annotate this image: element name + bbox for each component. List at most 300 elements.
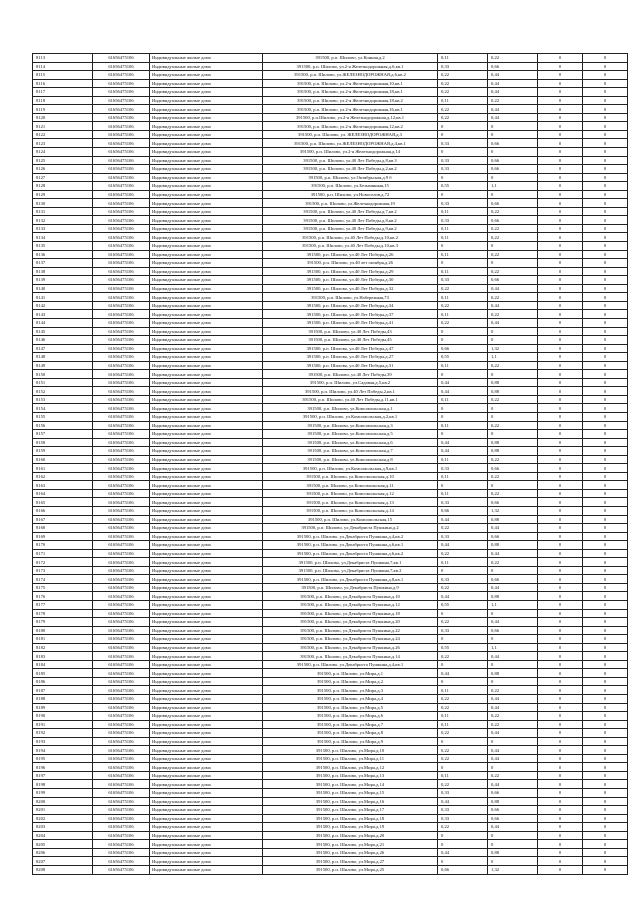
table-row [33,703,628,712]
building-type-cell: Индивидуальные жилые дома [150,336,263,345]
code-cell: 61656475106 [93,327,150,336]
value-4-cell: 0 [583,712,628,721]
value-1-cell: 0 [438,677,488,686]
value-4-cell: 0 [583,421,628,430]
table-row [33,806,628,815]
code-cell: 61656475106 [93,729,150,738]
value-3-cell: 0 [538,677,583,686]
code-cell: 61656475106 [93,378,150,387]
value-1-cell: 0,11 [438,310,488,319]
value-3-cell: 0 [538,395,583,404]
value-3-cell: 0 [538,669,583,678]
value-1-cell: 0 [438,242,488,251]
address-cell: 391500, р.п. Шилово, ул.40 Лет Победы,д.2,кв.2 [263,165,438,174]
table-row [33,831,628,840]
value-2-cell: 0 [488,660,538,669]
value-3-cell: 0 [538,62,583,71]
value-3-cell: 0 [538,224,583,233]
address-cell: 391500, р.п. Шилово, ул.Набережная,73 [263,293,438,302]
value-2-cell: 0 [488,677,538,686]
value-4-cell: 0 [583,156,628,165]
value-4-cell: 0 [583,207,628,216]
value-4-cell: 0 [583,54,628,63]
code-cell: 61656475106 [93,635,150,644]
building-type-cell: Индивидуальные жилые дома [150,558,263,567]
code-cell: 61656475106 [93,182,150,191]
building-type-cell: Индивидуальные жилые дома [150,865,263,874]
building-type-cell: Индивидуальные жилые дома [150,438,263,447]
row-number-cell: 8176 [33,592,93,601]
value-2-cell: 0,44 [488,105,538,114]
code-cell: 61656475106 [93,438,150,447]
row-number-cell: 8200 [33,797,93,806]
building-type-cell: Индивидуальные жилые дома [150,301,263,310]
row-number-cell: 8145 [33,327,93,336]
value-2-cell: 0,66 [488,165,538,174]
value-2-cell: 0,22 [488,489,538,498]
building-type-cell: Индивидуальные жилые дома [150,541,263,550]
row-number-cell: 8186 [33,677,93,686]
value-4-cell: 0 [583,447,628,456]
table-row [33,148,628,157]
code-cell: 61656475106 [93,848,150,857]
row-number-cell: 8183 [33,652,93,661]
address-cell: 391500, р.п. Шилово, ул.Декабриста Пушкина,д.10 [263,592,438,601]
value-4-cell: 0 [583,190,628,199]
value-2-cell: 1,1 [488,182,538,191]
address-cell: 391500, р.п. Шилово, ул.40 Лет Победы,д.11,кв.1 [263,395,438,404]
value-3-cell: 0 [538,635,583,644]
value-2-cell: 0,22 [488,558,538,567]
address-cell: 391500, р.п. Шилово, ул.Мира,д.5 [263,703,438,712]
value-2-cell: 0,44 [488,695,538,704]
address-cell: 391500, р.п. Шилово, ул.Мира,д.3 [263,686,438,695]
value-2-cell: 0 [488,327,538,336]
code-cell: 61656475106 [93,754,150,763]
value-3-cell: 0 [538,336,583,345]
value-4-cell: 0 [583,250,628,259]
address-cell: 391500, р.п. Шилово, ул.Комсомольская,д.8 [263,455,438,464]
code-cell: 61656475106 [93,737,150,746]
building-type-cell: Индивидуальные жилые дома [150,848,263,857]
table-row [33,130,628,139]
address-cell: 391500, р.п. Шилово, ул.40 Лет Победы,д.26 [263,250,438,259]
row-number-cell: 8185 [33,669,93,678]
building-type-cell: Индивидуальные жилые дома [150,498,263,507]
building-type-cell: Индивидуальные жилые дома [150,207,263,216]
value-2-cell: 0 [488,840,538,849]
value-2-cell: 0,44 [488,524,538,533]
table-row [33,583,628,592]
value-3-cell: 0 [538,729,583,738]
value-2-cell: 0,66 [488,276,538,285]
building-type-cell: Индивидуальные жилые дома [150,652,263,661]
value-3-cell: 0 [538,165,583,174]
row-number-cell: 8194 [33,746,93,755]
value-4-cell: 0 [583,130,628,139]
value-4-cell: 0 [583,182,628,191]
value-2-cell: 0,44 [488,318,538,327]
row-number-cell: 8148 [33,353,93,362]
value-3-cell: 0 [538,148,583,157]
row-number-cell: 8166 [33,506,93,515]
value-1-cell: 0,11 [438,207,488,216]
row-number-cell: 8127 [33,173,93,182]
value-3-cell: 0 [538,105,583,114]
value-2-cell: 0 [488,370,538,379]
value-4-cell: 0 [583,395,628,404]
building-type-cell: Индивидуальные жилые дома [150,199,263,208]
table-row [33,370,628,379]
value-4-cell: 0 [583,857,628,866]
address-cell: 391500, р.п. Шилово, ул.Декабриста Пушкина,д.20 [263,618,438,627]
value-2-cell: 0,88 [488,848,538,857]
building-type-cell: Индивидуальные жилые дома [150,190,263,199]
code-cell: 61656475106 [93,695,150,704]
table-row [33,848,628,857]
code-cell: 61656475106 [93,481,150,490]
row-number-cell: 8191 [33,720,93,729]
table-row [33,327,628,336]
table-row [33,865,628,874]
building-type-cell: Индивидуальные жилые дома [150,669,263,678]
code-cell: 61656475106 [93,831,150,840]
building-type-cell: Индивидуальные жилые дома [150,831,263,840]
row-number-cell: 8173 [33,566,93,575]
value-3-cell: 0 [538,182,583,191]
row-number-cell: 8133 [33,224,93,233]
value-4-cell: 0 [583,173,628,182]
table-row [33,823,628,832]
value-4-cell: 0 [583,361,628,370]
value-4-cell: 0 [583,88,628,97]
value-2-cell: 0,66 [488,814,538,823]
code-cell: 61656475106 [93,370,150,379]
address-cell: 391500, р.п. Шилово, ул.Декабриста Пушкина,д.24 [263,635,438,644]
value-2-cell: 0,22 [488,455,538,464]
address-cell: 391500, р.п. Шилово, ул.Мира,д.17 [263,806,438,815]
address-cell: 391500, р.п. Шилово, ул.Декабриста Пушкина,д.6,кв.1 [263,541,438,550]
table-row [33,96,628,105]
value-1-cell: 0,22 [438,754,488,763]
value-1-cell: 0 [438,190,488,199]
row-number-cell: 8134 [33,233,93,242]
value-1-cell: 0,33 [438,498,488,507]
table-row [33,506,628,515]
row-number-cell: 8208 [33,865,93,874]
row-number-cell: 8123 [33,139,93,148]
address-cell: 391500, р.п. Шилово, ул.Комсомольская,д.1 [263,404,438,413]
value-1-cell: 0 [438,173,488,182]
address-cell: 391500, р.п. Шилово, ул.ЖЕЛЕЗНОДОРОЖНАЯ,д.4,кв.1 [263,139,438,148]
code-cell: 61656475106 [93,686,150,695]
code-cell: 61656475106 [93,857,150,866]
value-4-cell: 0 [583,660,628,669]
table-row [33,549,628,558]
value-2-cell: 0 [488,737,538,746]
address-cell: 391500, р.п. Шилово, ул.Новоселов,д.72 [263,190,438,199]
address-cell: 391500, р.п. Шилово, ул.Декабриста Пушкина,д.14 [263,652,438,661]
value-1-cell: 0,33 [438,814,488,823]
row-number-cell: 8157 [33,430,93,439]
table-row [33,79,628,88]
value-4-cell: 0 [583,806,628,815]
code-cell: 61656475106 [93,601,150,610]
value-1-cell: 0,44 [438,797,488,806]
code-cell: 61656475106 [93,216,150,225]
value-2-cell: 1,32 [488,506,538,515]
value-3-cell: 0 [538,532,583,541]
value-4-cell: 0 [583,754,628,763]
value-3-cell: 0 [538,592,583,601]
table-row [33,695,628,704]
value-2-cell: 0,22 [488,293,538,302]
building-type-cell: Индивидуальные жилые дома [150,789,263,798]
address-cell: 391500, р.п. Шилово, ул.Комсомольская,15 [263,515,438,524]
row-number-cell: 8136 [33,250,93,259]
row-number-cell: 8159 [33,447,93,456]
value-4-cell: 0 [583,737,628,746]
value-1-cell: 0,33 [438,139,488,148]
building-type-cell: Индивидуальные жилые дома [150,130,263,139]
address-cell: 391500, р.п. Шилово, ул.40 Лет Победы,д.47 [263,344,438,353]
table-row [33,592,628,601]
value-4-cell: 0 [583,541,628,550]
value-1-cell: 0,22 [438,284,488,293]
table-row [33,182,628,191]
table-row [33,737,628,746]
value-2-cell: 0 [488,857,538,866]
address-cell: 391500, р.п. Шилово, ул.Мира,д.14 [263,780,438,789]
building-type-cell: Индивидуальные жилые дома [150,532,263,541]
value-1-cell: 0,33 [438,216,488,225]
building-type-cell: Индивидуальные жилые дома [150,729,263,738]
value-4-cell: 0 [583,669,628,678]
row-number-cell: 8207 [33,857,93,866]
value-3-cell: 0 [538,686,583,695]
code-cell: 61656475106 [93,79,150,88]
address-cell: 391500, р.п. Шилово, ул.Комсомольская,д.6 [263,438,438,447]
value-2-cell: 0,66 [488,626,538,635]
code-cell: 61656475106 [93,558,150,567]
value-4-cell: 0 [583,139,628,148]
value-1-cell: 0,11 [438,771,488,780]
row-number-cell: 8187 [33,686,93,695]
code-cell: 61656475106 [93,789,150,798]
code-cell: 61656475106 [93,515,150,524]
address-cell: 391500, р.п. Шилово, ул.Мира,д.12 [263,763,438,772]
code-cell: 61656475106 [93,122,150,131]
value-1-cell: 0,33 [438,789,488,798]
value-1-cell: 0,44 [438,447,488,456]
building-type-cell: Индивидуальные жилые дома [150,771,263,780]
building-type-cell: Индивидуальные жилые дома [150,695,263,704]
code-cell: 61656475106 [93,464,150,473]
value-3-cell: 0 [538,558,583,567]
value-2-cell: 1,32 [488,865,538,874]
value-3-cell: 0 [538,250,583,259]
value-2-cell: 0,22 [488,361,538,370]
code-cell: 61656475106 [93,404,150,413]
value-4-cell: 0 [583,122,628,131]
value-1-cell: 0 [438,857,488,866]
value-3-cell: 0 [538,455,583,464]
code-cell: 61656475106 [93,361,150,370]
value-4-cell: 0 [583,840,628,849]
value-4-cell: 0 [583,455,628,464]
address-cell: 391500, р.п. Шилово, ул.Декабриста Пушкина,д.2 [263,524,438,533]
building-type-cell: Индивидуальные жилые дома [150,276,263,285]
value-1-cell: 0,22 [438,105,488,114]
table-row [33,541,628,550]
address-cell: 391500, р.п. Шилово, ул.40 Лет Победы,д.30 [263,276,438,285]
value-4-cell: 0 [583,703,628,712]
address-cell: 391500, р.п. Шилово, ул.Комсомольская,д.7 [263,447,438,456]
value-1-cell: 0,22 [438,113,488,122]
value-1-cell: 0,33 [438,532,488,541]
building-type-cell: Индивидуальные жилые дома [150,720,263,729]
address-cell: 391500, р.п. Шилово, ул.Комсомольская,д.5 [263,430,438,439]
row-number-cell: 8118 [33,96,93,105]
code-cell: 61656475106 [93,566,150,575]
building-type-cell: Индивидуальные жилые дома [150,763,263,772]
table-row [33,677,628,686]
value-3-cell: 0 [538,447,583,456]
building-type-cell: Индивидуальные жилые дома [150,481,263,490]
code-cell: 61656475106 [93,797,150,806]
row-number-cell: 8171 [33,549,93,558]
table-row [33,635,628,644]
address-cell: 391500, р.п. Шилово, ул.Мира,д.20 [263,831,438,840]
code-cell: 61656475106 [93,780,150,789]
value-2-cell: 0,22 [488,310,538,319]
address-cell: 391500, р.п. Шилово, ул.40 Лет Победы,д.34 [263,301,438,310]
building-type-cell: Индивидуальные жилые дома [150,823,263,832]
value-3-cell: 0 [538,541,583,550]
building-type-cell: Индивидуальные жилые дома [150,412,263,421]
table-row [33,524,628,533]
table-row [33,575,628,584]
value-4-cell: 0 [583,789,628,798]
value-3-cell: 0 [538,276,583,285]
value-2-cell: 0 [488,831,538,840]
table-row [33,754,628,763]
value-4-cell: 0 [583,301,628,310]
row-number-cell: 8153 [33,395,93,404]
table-row [33,515,628,524]
address-cell: 391500, р.п. Шилово, ул.Мира,д.2 [263,677,438,686]
value-3-cell: 0 [538,353,583,362]
building-type-cell: Индивидуальные жилые дома [150,643,263,652]
table-row [33,566,628,575]
table-row [33,361,628,370]
value-3-cell: 0 [538,771,583,780]
value-1-cell: 0,22 [438,88,488,97]
value-2-cell: 0,22 [488,472,538,481]
value-3-cell: 0 [538,789,583,798]
code-cell: 61656475106 [93,575,150,584]
value-4-cell: 0 [583,566,628,575]
value-2-cell: 0,22 [488,54,538,63]
building-type-cell: Индивидуальные жилые дома [150,139,263,148]
value-2-cell: 0,22 [488,395,538,404]
value-2-cell: 0,44 [488,583,538,592]
row-number-cell: 8204 [33,831,93,840]
address-cell: 391500, р.п. Шилово, ул.40 Лет Победы,д.8,кв.2 [263,216,438,225]
value-3-cell: 0 [538,609,583,618]
row-number-cell: 8147 [33,344,93,353]
address-cell: 391500, р.п. Шилово, ул.Декабриста Пушкина,7,кв.1 [263,558,438,567]
code-cell: 61656475106 [93,763,150,772]
building-type-cell: Индивидуальные жилые дома [150,455,263,464]
value-4-cell: 0 [583,481,628,490]
value-2-cell: 0,66 [488,575,538,584]
value-4-cell: 0 [583,412,628,421]
code-cell: 61656475106 [93,524,150,533]
address-cell: 391500, р.п. Шилово, ул.Декабриста Пушкина,7,кв.2 [263,566,438,575]
value-3-cell: 0 [538,865,583,874]
value-4-cell: 0 [583,763,628,772]
building-type-cell: Индивидуальные жилые дома [150,361,263,370]
value-3-cell: 0 [538,113,583,122]
value-2-cell: 0,66 [488,806,538,815]
table-row [33,139,628,148]
value-1-cell: 0,22 [438,729,488,738]
value-4-cell: 0 [583,378,628,387]
building-type-cell: Индивидуальные жилые дома [150,105,263,114]
address-cell: 391500, р.п. Шилово, ул.Мира,д.13 [263,771,438,780]
code-cell: 61656475106 [93,267,150,276]
value-1-cell: 0,22 [438,79,488,88]
row-number-cell: 8192 [33,729,93,738]
table-row [33,558,628,567]
value-2-cell: 0,22 [488,267,538,276]
value-4-cell: 0 [583,609,628,618]
row-number-cell: 8128 [33,182,93,191]
table-row [33,472,628,481]
value-3-cell: 0 [538,489,583,498]
code-cell: 61656475106 [93,814,150,823]
building-type-cell: Индивидуальные жилые дома [150,447,263,456]
value-3-cell: 0 [538,387,583,396]
building-type-cell: Индивидуальные жилые дома [150,71,263,80]
value-3-cell: 0 [538,284,583,293]
value-2-cell: 0 [488,609,538,618]
value-3-cell: 0 [538,481,583,490]
row-number-cell: 8125 [33,156,93,165]
row-number-cell: 8149 [33,361,93,370]
value-4-cell: 0 [583,259,628,268]
value-1-cell: 0,55 [438,601,488,610]
value-1-cell: 0,44 [438,515,488,524]
value-1-cell: 0,11 [438,250,488,259]
row-number-cell: 8137 [33,259,93,268]
value-4-cell: 0 [583,71,628,80]
value-1-cell: 0,33 [438,156,488,165]
value-4-cell: 0 [583,720,628,729]
value-4-cell: 0 [583,387,628,396]
value-3-cell: 0 [538,754,583,763]
address-cell: 391500, р.п. Шилово, ул.40 лет октября,д.26 [263,259,438,268]
value-4-cell: 0 [583,532,628,541]
value-1-cell: 0 [438,327,488,336]
building-type-cell: Индивидуальные жилые дома [150,224,263,233]
value-3-cell: 0 [538,259,583,268]
value-2-cell: 0,66 [488,532,538,541]
value-4-cell: 0 [583,113,628,122]
building-type-cell: Индивидуальные жилые дома [150,378,263,387]
address-cell: 391500, р.п. Шилово, ул.Мира,д.19 [263,823,438,832]
